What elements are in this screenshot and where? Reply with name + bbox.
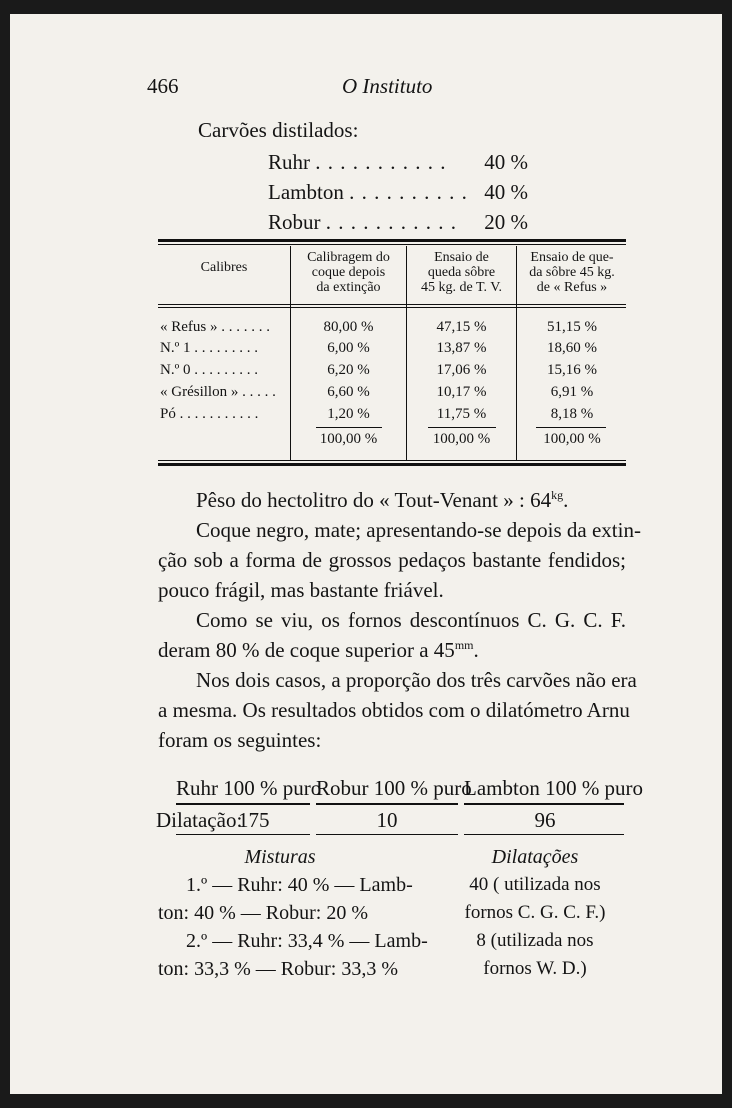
- composition-name: Ruhr: [268, 150, 310, 174]
- header-line: Calibres: [200, 260, 248, 275]
- composition-leader: . . . . . . . . . . .: [325, 210, 457, 234]
- sum-rule: [428, 427, 496, 428]
- row-value: 6,60 %: [327, 384, 370, 400]
- paragraph-text: .: [563, 488, 569, 512]
- row-value: 11,75 %: [436, 406, 487, 422]
- row-value: 1,20 %: [327, 406, 370, 422]
- composition-value: 40 %: [484, 150, 528, 174]
- row-value: 6,91 %: [550, 384, 594, 400]
- row-value: 6,00 %: [327, 340, 370, 356]
- table-top-rule-thin: [158, 244, 626, 245]
- row-value: 51,15 %: [547, 319, 597, 335]
- paragraph-text: deram 80 % de coque superior a 45: [158, 638, 455, 662]
- row-label: N.º 1 . . . . . . . . .: [160, 340, 258, 356]
- dilatation-label: Dilatação:: [156, 808, 243, 832]
- composition-value: 20 %: [484, 210, 528, 234]
- sum-rule: [316, 427, 382, 428]
- header-ensaio-tv: [407, 250, 516, 295]
- row-value: 80,00 %: [323, 319, 374, 335]
- row-value: 8,18 %: [550, 406, 594, 422]
- header-line: de « Refus »: [536, 280, 608, 295]
- paragraph-line: Como se viu, os fornos descontínuos C. G. C. F.: [196, 608, 626, 632]
- table-top-rule: [158, 239, 626, 242]
- total-value: 100,00 %: [432, 431, 491, 447]
- paragraph-line: ção sob a forma de grossos pedaços bastante fendidos;: [158, 548, 626, 572]
- header-line: Calibragem do: [307, 250, 390, 265]
- dilatation-rule: [176, 803, 310, 805]
- row-label: Pó . . . . . . . . . . .: [160, 406, 259, 422]
- dilatation-rule: [464, 803, 624, 805]
- section-heading: Carvões distilados:: [198, 118, 359, 142]
- composition-lambton: [268, 180, 528, 205]
- row-value: 17,06 %: [436, 362, 487, 378]
- composition-robur: [268, 210, 528, 235]
- paragraph-text: .: [473, 638, 479, 662]
- paragraph-line: [158, 638, 479, 663]
- dilatation-header: Ruhr 100 % puro: [176, 776, 322, 800]
- dilatation-rule: [316, 803, 458, 805]
- header-rule: [158, 304, 626, 305]
- paragraph-peso: [196, 488, 568, 513]
- dilatation-note: fornos C. G. C. F.): [464, 902, 606, 923]
- composition-leader: . . . . . . . . . . .: [315, 150, 447, 174]
- header-line: queda sôbre: [427, 265, 496, 280]
- dilatation-rule: [464, 834, 624, 835]
- unit-superscript: kg: [551, 488, 564, 502]
- paragraph-line: Nos dois casos, a proporção dos três carvões não era: [196, 668, 637, 692]
- header-ensaio-refus: [517, 250, 627, 295]
- row-value: 10,17 %: [436, 384, 487, 400]
- paragraph-line: Coque negro, mate; apresentando-se depois da extin-: [196, 518, 641, 542]
- dilatation-value: 10: [376, 808, 398, 832]
- document-page: [10, 14, 722, 1094]
- dilatation-value: 96: [534, 808, 556, 832]
- paragraph-line: foram os seguintes:: [158, 728, 322, 752]
- paragraph-line: a mesma. Os resultados obtidos com o dilatómetro Arnu: [158, 698, 630, 722]
- dilatations-heading: Dilatações: [491, 846, 579, 868]
- paragraph-text: Pêso do hectolitro do « Tout-Venant » : 64: [196, 488, 552, 512]
- dilatation-note: 8 (utilizada nos: [476, 930, 594, 951]
- header-line: 45 kg. de T. V.: [420, 280, 503, 295]
- dilatation-note: fornos W. D.): [483, 958, 587, 979]
- row-value: 18,60 %: [547, 340, 597, 356]
- total-value: 100,00 %: [543, 431, 601, 447]
- row-value: 47,15 %: [436, 319, 487, 335]
- table-bottom-rule-thin: [158, 460, 626, 461]
- row-label: « Refus » . . . . . . .: [160, 319, 270, 335]
- header-line: da sôbre 45 kg.: [529, 265, 615, 280]
- row-label: « Grésillon » . . . . .: [160, 384, 276, 400]
- composition-leader: . . . . . . . . . .: [349, 180, 468, 204]
- mixture-line: 1.º — Ruhr: 40 % — Lamb-: [186, 874, 413, 896]
- composition-ruhr: [268, 150, 528, 175]
- sum-rule: [536, 427, 606, 428]
- header-calibres: [158, 260, 290, 275]
- total-value: 100,00 %: [319, 431, 378, 447]
- table-bottom-rule: [158, 463, 626, 466]
- composition-name: Lambton: [268, 180, 344, 204]
- mixtures-heading: Misturas: [244, 846, 316, 868]
- composition-value: 40 %: [484, 180, 528, 204]
- composition-name: Robur: [268, 210, 321, 234]
- dilatation-rule: [176, 834, 310, 835]
- mixture-line: ton: 33,3 % — Robur: 33,3 %: [158, 958, 398, 980]
- unit-superscript: mm: [454, 638, 474, 652]
- row-value: 13,87 %: [436, 340, 487, 356]
- header-line: da extinção: [316, 280, 381, 295]
- row-value: 6,20 %: [327, 362, 370, 378]
- header-line: Ensaio de que-: [530, 250, 614, 265]
- dilatation-value: 175: [238, 808, 270, 832]
- dilatation-header: Robur 100 % puro: [316, 776, 472, 800]
- header-calibragem: [291, 250, 406, 295]
- header-line: coque depois: [311, 265, 386, 280]
- mixture-line: ton: 40 % — Robur: 20 %: [158, 902, 368, 924]
- dilatation-note: 40 ( utilizada nos: [469, 874, 601, 895]
- running-title: O Instituto: [342, 74, 433, 98]
- row-label: N.º 0 . . . . . . . . .: [160, 362, 258, 378]
- dilatation-rule: [316, 834, 458, 835]
- header-rule-thin: [158, 307, 626, 308]
- header-line: Ensaio de: [434, 250, 489, 265]
- page-number: 466: [147, 74, 179, 98]
- paragraph-line: pouco frágil, mas bastante friável.: [158, 578, 444, 602]
- dilatation-header: Lambton 100 % puro: [464, 776, 644, 800]
- mixture-line: 2.º — Ruhr: 33,4 % — Lamb-: [186, 930, 428, 952]
- row-value: 15,16 %: [547, 362, 597, 378]
